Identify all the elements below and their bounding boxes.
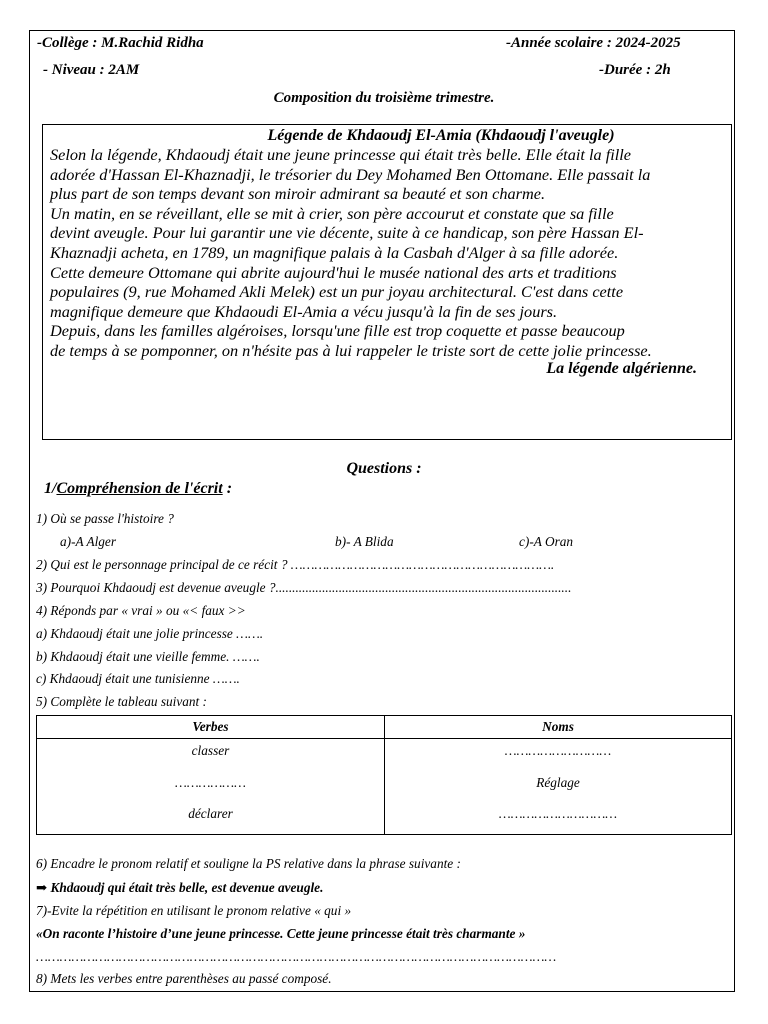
question-3: 3) Pourquoi Khdaoudj est devenue aveugle ?......................................................................................... xyxy=(36,580,572,595)
table-cell: classer xyxy=(191,743,230,758)
table-cell: ……………………… xyxy=(504,743,612,758)
question-7: 7)-Evite la répétition en utilisant le pronom relative « qui » xyxy=(36,903,352,918)
question-8: 8) Mets les verbes entre parenthèses au passé composé. xyxy=(36,971,332,986)
text-line: Khaznadji acheta, en 1789, un magnifique palais à la Casbah d'Alger à sa fille adorée. xyxy=(50,242,619,262)
section-number: 1/ xyxy=(44,480,57,497)
text-line: Selon la légende, Khdaoudj était une jeune princesse qui était très belle. Elle était la fille xyxy=(50,145,632,164)
reading-text-box xyxy=(42,124,732,440)
text-line: plus part de son temps devant son miroir admirant sa beauté et son charme. xyxy=(50,184,546,204)
q7-answer-line: …………………………………………………………………………………………………………………… xyxy=(36,949,557,964)
questions-title: Questions : xyxy=(346,460,422,477)
section-colon: : xyxy=(222,480,233,497)
text-line: Un matin, en se réveillant, elle se mit à crier, son père accourut et constate que sa fille xyxy=(50,203,614,223)
q4-item-a: a) Khdaoudj était une jolie princesse ……. xyxy=(36,626,264,641)
table-cell: ………………………… xyxy=(498,806,618,821)
q4-item-c: c) Khdaoudj était une tunisienne ……. xyxy=(36,671,240,686)
text-line: Cette demeure Ottomane qui abrite aujourd'hui le musée national des arts et traditions xyxy=(50,262,617,282)
table-cell: Réglage xyxy=(536,774,580,790)
q6-sentence: ➡ Khdaoudj qui était très belle, est devenue aveugle. xyxy=(36,880,324,895)
text-body xyxy=(50,145,726,361)
text-source: La légende algérienne. xyxy=(546,360,697,377)
text-line: magnifique demeure que Khdaoudi El-Amia a vécu jusqu'à la fin de ses jours. xyxy=(50,301,558,321)
question-1: 1) Où se passe l'histoire ? xyxy=(36,511,174,526)
q1-option-c: c)-A Oran xyxy=(519,534,574,549)
words-table xyxy=(36,715,732,835)
table-header-noms: Noms xyxy=(385,716,732,739)
q1-option-a: a)-A Alger xyxy=(60,534,117,549)
q1-option-b: b)- A Blida xyxy=(335,534,394,549)
table-header-verbes: Verbes xyxy=(37,716,385,739)
question-2: 2) Qui est le personnage principal de ce récit ? …………………………………………………………. xyxy=(36,557,555,572)
section-name: Compréhension de l'écrit xyxy=(56,480,223,497)
verbes-column xyxy=(37,739,385,835)
college-name: -Collège : M.Rachid Ridha xyxy=(37,35,204,51)
question-6: 6) Encadre le pronom relatif et souligne la PS relative dans la phrase suivante : xyxy=(36,856,461,871)
text-line: adorée d'Hassan El-Khaznadji, le trésorier du Dey Mohamed Ben Ottomane. Elle passait la xyxy=(50,164,651,184)
question-5: 5) Complète le tableau suivant : xyxy=(36,694,207,709)
q7-sentence: «On raconte l’histoire d’une jeune princesse. Cette jeune princesse était très charmante » xyxy=(36,926,526,941)
table-cell: ……………… xyxy=(175,774,246,790)
text-line: devint aveugle. Pour lui garantir une vie décente, suite à ce handicap, son père Hassan El- xyxy=(50,223,644,243)
composition-title: Composition du troisième trimestre. xyxy=(273,90,495,106)
section-title xyxy=(44,480,232,498)
school-year: -Année scolaire : 2024-2025 xyxy=(506,35,681,51)
noms-column xyxy=(385,739,732,835)
duration: -Durée : 2h xyxy=(599,62,671,78)
table-cell: déclarer xyxy=(188,806,233,821)
text-line: Depuis, dans les familles algéroises, lorsqu'une fille est trop coquette et passe beaucoup xyxy=(50,321,625,341)
text-line: de temps à se pomponner, on n'hésite pas à lui rappeler le triste sort de cette jolie princesse. xyxy=(50,340,652,360)
q4-item-b: b) Khdaoudj était une vieille femme. ……. xyxy=(36,649,260,664)
question-4: 4) Réponds par « vrai » ou «< faux >> xyxy=(36,603,246,618)
text-title: Légende de Khdaoudj El-Amia (Khdaoudj l'aveugle) xyxy=(267,127,615,144)
text-line: populaires (9, rue Mohamed Akli Melek) est un pur joyau architectural. C'est dans cette xyxy=(50,282,624,302)
level: - Niveau : 2AM xyxy=(43,62,140,78)
